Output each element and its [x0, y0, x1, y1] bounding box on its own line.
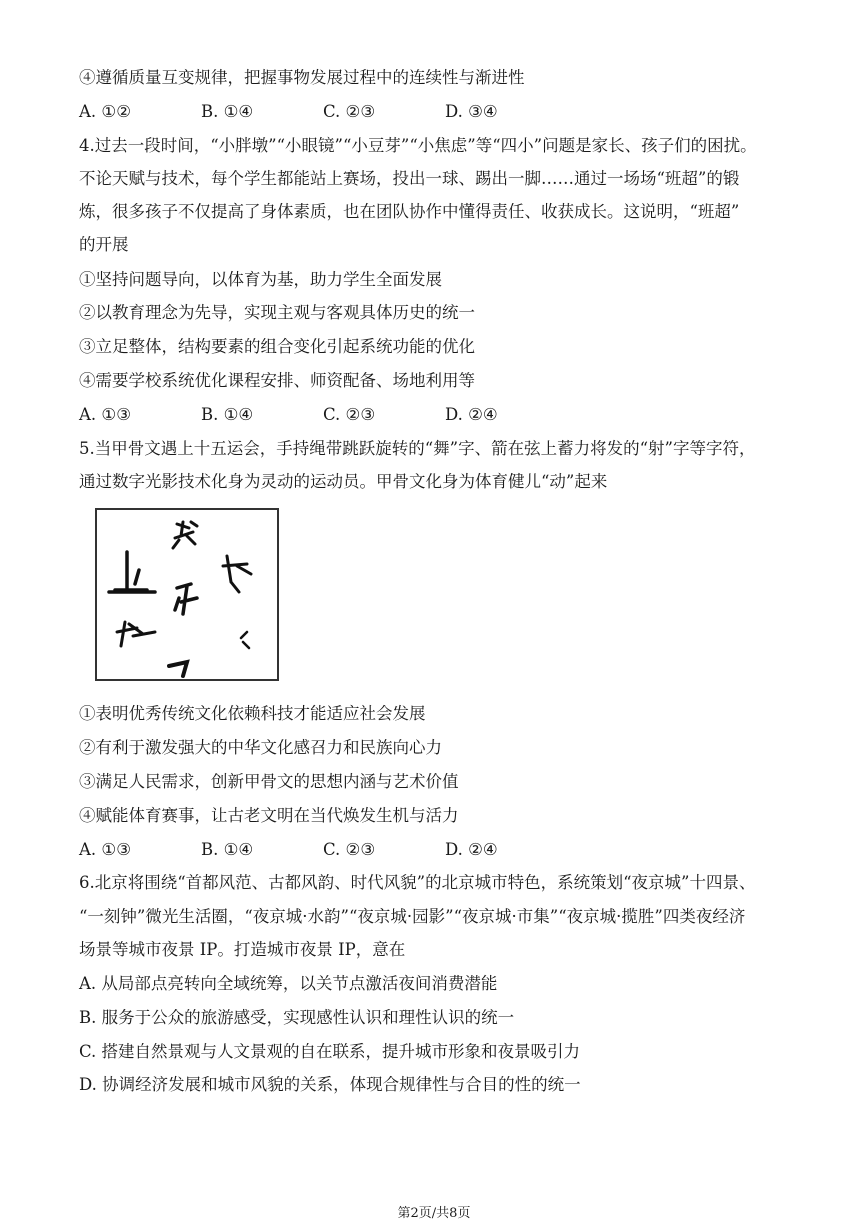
glyph-dance — [173, 522, 197, 548]
q6-stem-line-1: 6.北京将围绕“首都风范、古都风韵、时代风貌”的北京城市特色，系统策划“夜京城”十四景、 — [79, 873, 756, 892]
q4-stem-line-2: 不论天赋与技术，每个学生都能站上赛场，投出一球、踢出一脚……通过一场场“班超”的锻 — [79, 169, 740, 188]
q3-choice-b[interactable]: B. ①④ — [201, 102, 254, 121]
q5-option-3: ③满足人民需求，创新甲骨文的思想内涵与艺术价值 — [79, 772, 459, 791]
q5-option-4: ④赋能体育赛事，让古老文明在当代焕发生机与活力 — [79, 806, 459, 825]
glyph-archer — [117, 622, 155, 646]
q5-option-2: ②有利于激发强大的中华文化感召力和民族向心力 — [79, 738, 442, 757]
oracle-bone-characters-illustration — [97, 510, 277, 679]
q6-option-c[interactable]: C. 搭建自然景观与人文景观的自在联系，提升城市形象和夜景吸引力 — [79, 1042, 581, 1061]
glyph-small — [241, 632, 249, 648]
q5-choice-b[interactable]: B. ①④ — [201, 840, 254, 859]
q4-choice-d[interactable]: D. ②④ — [445, 405, 498, 424]
q4-stem-line-1: 4.过去一段时间，“小胖墩”“小眼镜”“小豆芽”“小焦虑”等“四小”问题是家长、孩子们的困扰。 — [79, 136, 757, 155]
q4-choice-b[interactable]: B. ①④ — [201, 405, 254, 424]
q6-option-b[interactable]: B. 服务于公众的旅游感受，实现感性认识和理性认识的统一 — [79, 1008, 515, 1027]
q3-choice-c[interactable]: C. ②③ — [323, 102, 376, 121]
q3-option-4: ④遵循质量互变规律，把握事物发展过程中的连续性与渐进性 — [79, 68, 525, 87]
page-footer: 第2页/共8页 — [397, 1206, 471, 1221]
glyph-bottom — [169, 662, 187, 676]
q5-choice-a[interactable]: A. ①③ — [79, 840, 131, 859]
q4-option-1: ①坚持问题导向，以体育为基，助力学生全面发展 — [79, 270, 442, 289]
q4-option-2: ②以教育理念为先导，实现主观与客观具体历史的统一 — [79, 303, 475, 322]
q6-option-a[interactable]: A. 从局部点亮转向全域统筹，以关节点激活夜间消费潜能 — [79, 974, 498, 993]
q6-stem-line-2: “一刻钟”微光生活圈，“夜京城·水韵”“夜京城·园影”“夜京城·市集”“夜京城·揽胜”四类夜经济 — [79, 907, 746, 926]
q4-choice-c[interactable]: C. ②③ — [323, 405, 376, 424]
q6-option-d[interactable]: D. 协调经济发展和城市风貌的关系，体现合规律性与合目的性的统一 — [79, 1075, 581, 1094]
q3-choice-a[interactable]: A. ①② — [79, 102, 131, 121]
q3-choice-d[interactable]: D. ③④ — [445, 102, 498, 121]
glyph-stand — [109, 552, 155, 592]
q5-choice-c[interactable]: C. ②③ — [323, 840, 376, 859]
q4-option-4: ④需要学校系统优化课程安排、师资配备、场地利用等 — [79, 371, 475, 390]
q4-option-3: ③立足整体，结构要素的组合变化引起系统功能的优化 — [79, 337, 475, 356]
q5-stem-line-2: 通过数字光影技术化身为灵动的运动员。甲骨文化身为体育健儿“动”起来 — [79, 472, 608, 491]
q4-stem-line-4: 的开展 — [79, 235, 129, 254]
q4-choice-a[interactable]: A. ①③ — [79, 405, 131, 424]
q5-choice-d[interactable]: D. ②④ — [445, 840, 498, 859]
oracle-bone-figure — [95, 508, 279, 681]
q5-option-1: ①表明优秀传统文化依赖科技才能适应社会发展 — [79, 704, 426, 723]
q5-stem-line-1: 5.当甲骨文遇上十五运会，手持绳带跳跃旋转的“舞”字、箭在弦上蓄力将发的“射”字等字符， — [79, 439, 756, 458]
q4-stem-line-3: 炼，很多孩子不仅提高了身体素质，也在团队协作中懂得责任、收获成长。这说明，“班超” — [79, 202, 740, 221]
glyph-center — [175, 584, 197, 614]
glyph-runner — [223, 556, 251, 592]
q6-stem-line-3: 场景等城市夜景 IP。打造城市夜景 IP，意在 — [79, 940, 406, 959]
